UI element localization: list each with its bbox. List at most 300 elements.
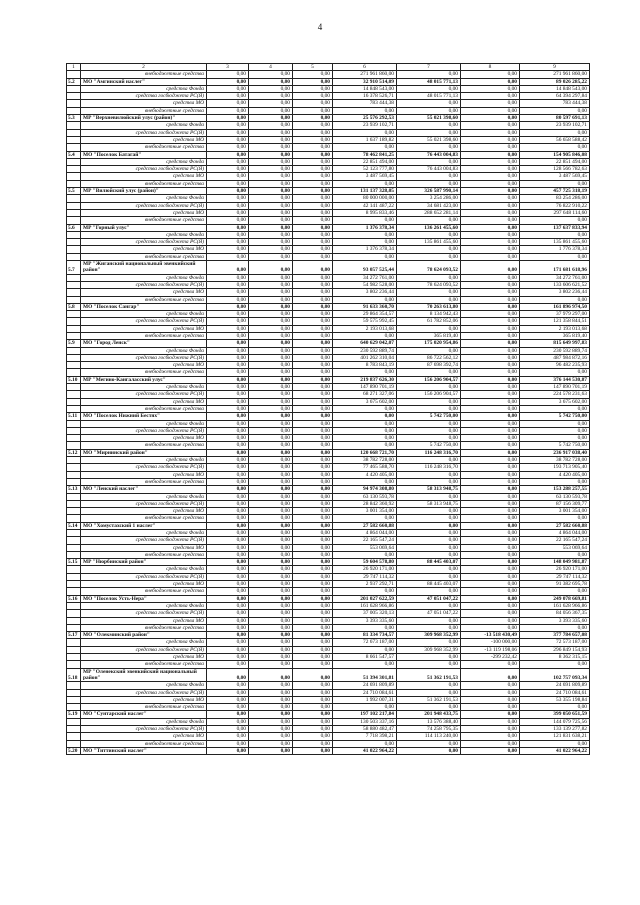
amount-cell: 0,00 xyxy=(249,654,293,661)
municipality-row xyxy=(67,486,590,493)
row-number xyxy=(67,420,81,427)
row-number xyxy=(67,427,81,434)
amount-cell: -13 518 430,49 xyxy=(461,632,520,639)
amount-cell: 0,00 xyxy=(397,573,461,580)
amount-cell: 0,00 xyxy=(461,747,520,754)
amount-cell: 0,00 xyxy=(293,71,333,78)
amount-cell: 0,00 xyxy=(207,413,249,420)
amount-cell: 58 313 948,75 xyxy=(397,500,461,507)
funding-source-name: средства госбюджета РС(Я) xyxy=(81,281,207,288)
amount-cell: 8 783 843,19 xyxy=(333,362,397,369)
amount-cell: 0,00 xyxy=(207,661,249,668)
amount-cell: 22 165 547,24 xyxy=(333,537,397,544)
amount-cell: 0,00 xyxy=(397,624,461,631)
amount-cell: 0,00 xyxy=(249,551,293,558)
funding-source-row xyxy=(67,696,590,703)
funding-source-name: внебюджетные средства xyxy=(81,442,207,449)
amount-cell: 0,00 xyxy=(461,500,520,507)
amount-cell: 0,00 xyxy=(333,661,397,668)
amount-cell: 0,00 xyxy=(461,253,520,260)
amount-cell: 0,00 xyxy=(293,711,333,718)
row-number xyxy=(67,311,81,318)
amount-cell: 0,00 xyxy=(293,107,333,114)
amount-cell: 0,00 xyxy=(207,740,249,747)
amount-cell: 0,00 xyxy=(293,362,333,369)
amount-cell: 0,00 xyxy=(293,136,333,143)
funding-source-name: средства МО xyxy=(81,362,207,369)
municipality-row xyxy=(67,711,590,718)
amount-cell: 51 394 301,81 xyxy=(333,668,397,682)
amount-cell: 0,00 xyxy=(397,122,461,129)
funding-source-name: средства Фонда xyxy=(81,602,207,609)
amount-cell: 0,00 xyxy=(249,682,293,689)
funding-source-row xyxy=(67,405,590,412)
amount-cell: 0,00 xyxy=(397,537,461,544)
amount-cell: 0,00 xyxy=(397,427,461,434)
amount-cell: 96 482 235,93 xyxy=(520,362,590,369)
amount-cell: 0,00 xyxy=(207,122,249,129)
amount-cell: 133 606 621,52 xyxy=(520,281,590,288)
funding-source-row xyxy=(67,740,590,747)
funding-source-row xyxy=(67,217,590,224)
amount-cell: 64 394 297,84 xyxy=(520,93,590,100)
amount-cell: 0,00 xyxy=(461,711,520,718)
amount-cell: 0,00 xyxy=(207,508,249,515)
amount-cell: 0,00 xyxy=(397,639,461,646)
amount-cell: 0,00 xyxy=(333,129,397,136)
funding-source-name: средства Фонда xyxy=(81,566,207,573)
amount-cell: 365 819,40 xyxy=(520,332,590,339)
amount-cell: 0,00 xyxy=(207,610,249,617)
amount-cell: 0,00 xyxy=(397,296,461,303)
header-cell: 1 xyxy=(67,64,81,71)
amount-cell: 0,00 xyxy=(333,180,397,187)
amount-cell: 0,00 xyxy=(293,129,333,136)
amount-cell: 0,00 xyxy=(293,166,333,173)
amount-cell: 0,00 xyxy=(461,347,520,354)
header-cell: 3 xyxy=(207,64,249,71)
amount-cell: 0,00 xyxy=(207,188,249,195)
funding-source-name: средства Фонда xyxy=(81,420,207,427)
amount-cell: 0,00 xyxy=(207,325,249,332)
amount-cell: 0,00 xyxy=(397,544,461,551)
funding-source-name: внебюджетные средства xyxy=(81,704,207,711)
amount-cell: 0,00 xyxy=(461,427,520,434)
funding-source-name: средства госбюджета РС(Я) xyxy=(81,500,207,507)
amount-cell: 0,00 xyxy=(461,188,520,195)
amount-cell: 78 462 841,25 xyxy=(333,151,397,158)
amount-cell: 22 851 494,00 xyxy=(333,158,397,165)
amount-cell: 0,00 xyxy=(249,261,293,275)
amount-cell: 309 968 352,99 xyxy=(397,632,461,639)
amount-cell: 54 982 528,00 xyxy=(333,281,397,288)
amount-cell: 0,00 xyxy=(461,311,520,318)
row-number xyxy=(67,274,81,281)
amount-cell: 27 582 660,88 xyxy=(333,522,397,529)
amount-cell: 0,00 xyxy=(293,115,333,122)
amount-cell: 128 566 782,63 xyxy=(520,166,590,173)
amount-cell: 121 831 638,21 xyxy=(520,733,590,740)
amount-cell: 0,00 xyxy=(397,71,461,78)
funding-source-name: средства МО xyxy=(81,581,207,588)
amount-cell: 0,00 xyxy=(207,639,249,646)
funding-source-row xyxy=(67,573,590,580)
amount-cell: 0,00 xyxy=(293,93,333,100)
amount-cell: 5 742 750,00 xyxy=(520,442,590,449)
amount-cell: 0,00 xyxy=(249,151,293,158)
municipality-name: МР "Вилюйский улус (район)" xyxy=(81,188,207,195)
amount-cell: 136 261 455,60 xyxy=(397,224,461,231)
amount-cell: 135 861 455,60 xyxy=(520,239,590,246)
amount-cell: 0,00 xyxy=(461,93,520,100)
amount-cell: 0,00 xyxy=(520,296,590,303)
amount-cell: 0,00 xyxy=(207,559,249,566)
municipality-row xyxy=(67,303,590,310)
amount-cell: 0,00 xyxy=(249,362,293,369)
amount-cell: 80 000 000,00 xyxy=(333,195,397,202)
amount-cell: 0,00 xyxy=(461,303,520,310)
funding-source-name: средства МО xyxy=(81,435,207,442)
amount-cell: 0,00 xyxy=(207,246,249,253)
amount-cell: 51 362 191,53 xyxy=(397,696,461,703)
amount-cell: 59 604 578,80 xyxy=(333,559,397,566)
amount-cell: 102 757 093,34 xyxy=(520,668,590,682)
amount-cell: 0,00 xyxy=(249,246,293,253)
row-number xyxy=(67,180,81,187)
amount-cell: 0,00 xyxy=(461,78,520,85)
amount-cell: 0,00 xyxy=(293,559,333,566)
amount-cell: 553 069,64 xyxy=(520,544,590,551)
row-number xyxy=(67,617,81,624)
amount-cell: 0,00 xyxy=(461,100,520,107)
funding-source-row xyxy=(67,682,590,689)
row-number: 5.19 xyxy=(67,711,81,718)
amount-cell: 0,00 xyxy=(207,530,249,537)
row-number xyxy=(67,325,81,332)
amount-cell: 0,00 xyxy=(461,544,520,551)
row-number xyxy=(67,246,81,253)
amount-cell: 0,00 xyxy=(461,332,520,339)
amount-cell: 34 681 423,00 xyxy=(397,202,461,209)
amount-cell: 87 698 392,74 xyxy=(397,362,461,369)
amount-cell: 0,00 xyxy=(461,457,520,464)
funding-source-row xyxy=(67,362,590,369)
amount-cell: 0,00 xyxy=(293,296,333,303)
row-number xyxy=(67,661,81,668)
amount-cell: 131 137 328,05 xyxy=(333,188,397,195)
header-cell: 5 xyxy=(293,64,333,71)
amount-cell: 0,00 xyxy=(461,289,520,296)
amount-cell: 0,00 xyxy=(461,726,520,733)
amount-cell: 0,00 xyxy=(461,515,520,522)
amount-cell: 16 378 526,71 xyxy=(333,93,397,100)
amount-cell: 0,00 xyxy=(293,420,333,427)
amount-cell: 0,00 xyxy=(461,122,520,129)
amount-cell: 0,00 xyxy=(249,166,293,173)
amount-cell: 0,00 xyxy=(207,318,249,325)
funding-source-name: средства МО xyxy=(81,471,207,478)
amount-cell: 0,00 xyxy=(461,217,520,224)
amount-cell: 0,00 xyxy=(461,173,520,180)
amount-cell: 0,00 xyxy=(397,588,461,595)
amount-cell: 0,00 xyxy=(207,71,249,78)
amount-cell: 3 802 236,44 xyxy=(333,289,397,296)
amount-cell: 0,00 xyxy=(293,85,333,92)
amount-cell: 0,00 xyxy=(461,661,520,668)
amount-cell: 0,00 xyxy=(249,391,293,398)
amount-cell: 27 582 660,88 xyxy=(520,522,590,529)
amount-cell: 0,00 xyxy=(333,478,397,485)
amount-cell: 72 573 187,00 xyxy=(520,639,590,646)
amount-cell: 0,00 xyxy=(207,217,249,224)
amount-cell: 0,00 xyxy=(461,239,520,246)
amount-cell: 3 001 354,00 xyxy=(333,508,397,515)
amount-cell: 0,00 xyxy=(249,318,293,325)
amount-cell: 133 139 277,82 xyxy=(520,726,590,733)
amount-cell: 0,00 xyxy=(249,581,293,588)
amount-cell: 0,00 xyxy=(461,478,520,485)
amount-cell: 0,00 xyxy=(397,551,461,558)
municipality-row xyxy=(67,115,590,122)
funding-source-row xyxy=(67,136,590,143)
amount-cell: 0,00 xyxy=(397,530,461,537)
funding-source-name: средства МО xyxy=(81,654,207,661)
funding-source-name: средства госбюджета РС(Я) xyxy=(81,464,207,471)
amount-cell: 0,00 xyxy=(293,217,333,224)
amount-cell: 0,00 xyxy=(207,151,249,158)
amount-cell: 0,00 xyxy=(207,261,249,275)
amount-cell: 0,00 xyxy=(207,464,249,471)
amount-cell: 0,00 xyxy=(461,413,520,420)
amount-cell: 0,00 xyxy=(207,493,249,500)
amount-cell: 0,00 xyxy=(461,602,520,609)
amount-cell: 0,00 xyxy=(397,405,461,412)
amount-cell: 0,00 xyxy=(293,100,333,107)
amount-cell: 72 673 187,00 xyxy=(333,639,397,646)
amount-cell: 0,00 xyxy=(397,253,461,260)
amount-cell: 0,00 xyxy=(249,624,293,631)
amount-cell: 0,00 xyxy=(293,376,333,383)
amount-cell: 0,00 xyxy=(397,325,461,332)
municipality-row xyxy=(67,413,590,420)
amount-cell: 0,00 xyxy=(249,726,293,733)
row-number xyxy=(67,646,81,653)
row-number xyxy=(67,624,81,631)
row-number xyxy=(67,136,81,143)
amount-cell: 0,00 xyxy=(461,115,520,122)
amount-cell: 156 206 904,57 xyxy=(397,376,461,383)
municipality-name: МР "Верхневилюйский улус (район)" xyxy=(81,115,207,122)
amount-cell: 74 258 795,35 xyxy=(397,726,461,733)
amount-cell: 24 710 084,61 xyxy=(520,689,590,696)
row-number xyxy=(67,573,81,580)
amount-cell: 26 920 171,00 xyxy=(333,566,397,573)
row-number xyxy=(67,296,81,303)
amount-cell: 0,00 xyxy=(249,224,293,231)
funding-source-row xyxy=(67,537,590,544)
funding-source-row xyxy=(67,253,590,260)
amount-cell: 0,00 xyxy=(249,369,293,376)
amount-cell: 0,00 xyxy=(520,427,590,434)
amount-cell: 0,00 xyxy=(207,303,249,310)
amount-cell: 23 939 102,71 xyxy=(333,122,397,129)
amount-cell: 0,00 xyxy=(249,610,293,617)
amount-cell: 0,00 xyxy=(207,478,249,485)
row-number xyxy=(67,231,81,238)
amount-cell: 0,00 xyxy=(293,639,333,646)
amount-cell: 0,00 xyxy=(461,573,520,580)
amount-cell: 0,00 xyxy=(207,107,249,114)
amount-cell: 4 864 044,00 xyxy=(520,530,590,537)
amount-cell: 0,00 xyxy=(333,624,397,631)
funding-source-row xyxy=(67,493,590,500)
municipality-row xyxy=(67,747,590,754)
funding-source-name: средства МО xyxy=(81,544,207,551)
funding-source-name: внебюджетные средства xyxy=(81,624,207,631)
municipality-row xyxy=(67,151,590,158)
funding-source-name: средства госбюджета РС(Я) xyxy=(81,93,207,100)
amount-cell: 0,00 xyxy=(461,144,520,151)
row-number xyxy=(67,362,81,369)
funding-source-row xyxy=(67,544,590,551)
amount-cell: 154 905 846,08 xyxy=(520,151,590,158)
funding-source-name: средства МО xyxy=(81,209,207,216)
amount-cell: 0,00 xyxy=(249,508,293,515)
amount-cell: 0,00 xyxy=(207,654,249,661)
funding-source-row xyxy=(67,369,590,376)
amount-cell: 0,00 xyxy=(520,231,590,238)
amount-cell: 0,00 xyxy=(249,347,293,354)
amount-cell: 0,00 xyxy=(207,369,249,376)
amount-cell: 0,00 xyxy=(293,325,333,332)
row-number xyxy=(67,537,81,544)
amount-cell: 0,00 xyxy=(249,398,293,405)
funding-source-row xyxy=(67,239,590,246)
amount-cell: 0,00 xyxy=(207,726,249,733)
row-number xyxy=(67,195,81,202)
amount-cell: 0,00 xyxy=(249,115,293,122)
amount-cell: 0,00 xyxy=(397,522,461,529)
amount-cell: 0,00 xyxy=(293,435,333,442)
funding-source-row xyxy=(67,610,590,617)
amount-cell: 0,00 xyxy=(333,332,397,339)
amount-cell: 38 782 728,00 xyxy=(333,457,397,464)
amount-cell: 0,00 xyxy=(397,435,461,442)
header-cell: 9 xyxy=(520,64,590,71)
municipality-name: МО "Поселок Батагай" xyxy=(81,151,207,158)
amount-cell: 8 362 315,15 xyxy=(520,654,590,661)
funding-source-row xyxy=(67,689,590,696)
funding-source-name: средства госбюджета РС(Я) xyxy=(81,318,207,325)
amount-cell: 0,00 xyxy=(249,500,293,507)
amount-cell: 0,00 xyxy=(293,500,333,507)
municipality-name: МО "Сунтарский наслег" xyxy=(81,711,207,718)
amount-cell: 0,00 xyxy=(249,464,293,471)
amount-cell: 0,00 xyxy=(249,566,293,573)
funding-source-name: средства Фонда xyxy=(81,195,207,202)
funding-source-row xyxy=(67,435,590,442)
amount-cell: 0,00 xyxy=(207,624,249,631)
amount-cell: 0,00 xyxy=(520,740,590,747)
funding-source-row xyxy=(67,274,590,281)
funding-source-name: средства МО xyxy=(81,173,207,180)
amount-cell: 0,00 xyxy=(461,398,520,405)
amount-cell: 175 020 954,86 xyxy=(397,340,461,347)
funding-source-name: внебюджетные средства xyxy=(81,332,207,339)
amount-cell: 0,00 xyxy=(461,209,520,216)
municipality-row xyxy=(67,595,590,602)
amount-cell: 0,00 xyxy=(207,718,249,725)
funding-source-name: внебюджетные средства xyxy=(81,515,207,522)
amount-cell: 0,00 xyxy=(293,78,333,85)
amount-cell: 0,00 xyxy=(207,195,249,202)
amount-cell: 37 979 297,00 xyxy=(520,311,590,318)
amount-cell: 4 864 044,00 xyxy=(333,530,397,537)
amount-cell: 0,00 xyxy=(461,362,520,369)
funding-source-name: внебюджетные средства xyxy=(81,478,207,485)
amount-cell: 0,00 xyxy=(293,354,333,361)
amount-cell: 0,00 xyxy=(293,180,333,187)
amount-cell: 399 050 651,59 xyxy=(520,711,590,718)
amount-cell: 0,00 xyxy=(461,471,520,478)
amount-cell: 0,00 xyxy=(333,704,397,711)
funding-source-row xyxy=(67,427,590,434)
amount-cell: 0,00 xyxy=(333,107,397,114)
amount-cell: 0,00 xyxy=(249,632,293,639)
amount-cell: 0,00 xyxy=(207,581,249,588)
amount-cell: 83 254 286,00 xyxy=(520,195,590,202)
amount-cell: 0,00 xyxy=(293,654,333,661)
amount-cell: 63 130 593,78 xyxy=(333,493,397,500)
row-number xyxy=(67,173,81,180)
amount-cell: 2 193 013,68 xyxy=(520,325,590,332)
amount-cell: 0,00 xyxy=(461,340,520,347)
amount-cell: 0,00 xyxy=(293,398,333,405)
amount-cell: 0,00 xyxy=(207,144,249,151)
amount-cell: 0,00 xyxy=(207,696,249,703)
amount-cell: 0,00 xyxy=(520,435,590,442)
amount-cell: 161 628 966,86 xyxy=(520,602,590,609)
row-number: 5.17 xyxy=(67,632,81,639)
amount-cell: 0,00 xyxy=(397,246,461,253)
funding-source-row xyxy=(67,733,590,740)
funding-source-row xyxy=(67,457,590,464)
funding-source-name: средства госбюджета РС(Я) xyxy=(81,354,207,361)
funding-source-name: средства Фонда xyxy=(81,639,207,646)
amount-cell: 0,00 xyxy=(249,332,293,339)
amount-cell: 0,00 xyxy=(397,158,461,165)
amount-cell: 84 056 367,35 xyxy=(520,610,590,617)
amount-cell: 0,00 xyxy=(207,173,249,180)
amount-cell: 0,00 xyxy=(207,384,249,391)
amount-cell: 0,00 xyxy=(207,93,249,100)
row-number xyxy=(67,332,81,339)
amount-cell: 144 079 725,56 xyxy=(520,718,590,725)
amount-cell: 0,00 xyxy=(207,85,249,92)
funding-source-name: внебюджетные средства xyxy=(81,405,207,412)
row-number: 5.18 xyxy=(67,668,81,682)
amount-cell: 230 592 889,74 xyxy=(520,347,590,354)
amount-cell: 309 968 352,99 xyxy=(397,646,461,653)
funding-source-row xyxy=(67,617,590,624)
amount-cell: 0,00 xyxy=(293,369,333,376)
municipality-row xyxy=(67,78,590,85)
amount-cell: 0,00 xyxy=(461,420,520,427)
funding-source-row xyxy=(67,129,590,136)
amount-cell: 0,00 xyxy=(249,668,293,682)
amount-cell: 24 710 084,61 xyxy=(333,689,397,696)
amount-cell: 0,00 xyxy=(293,253,333,260)
